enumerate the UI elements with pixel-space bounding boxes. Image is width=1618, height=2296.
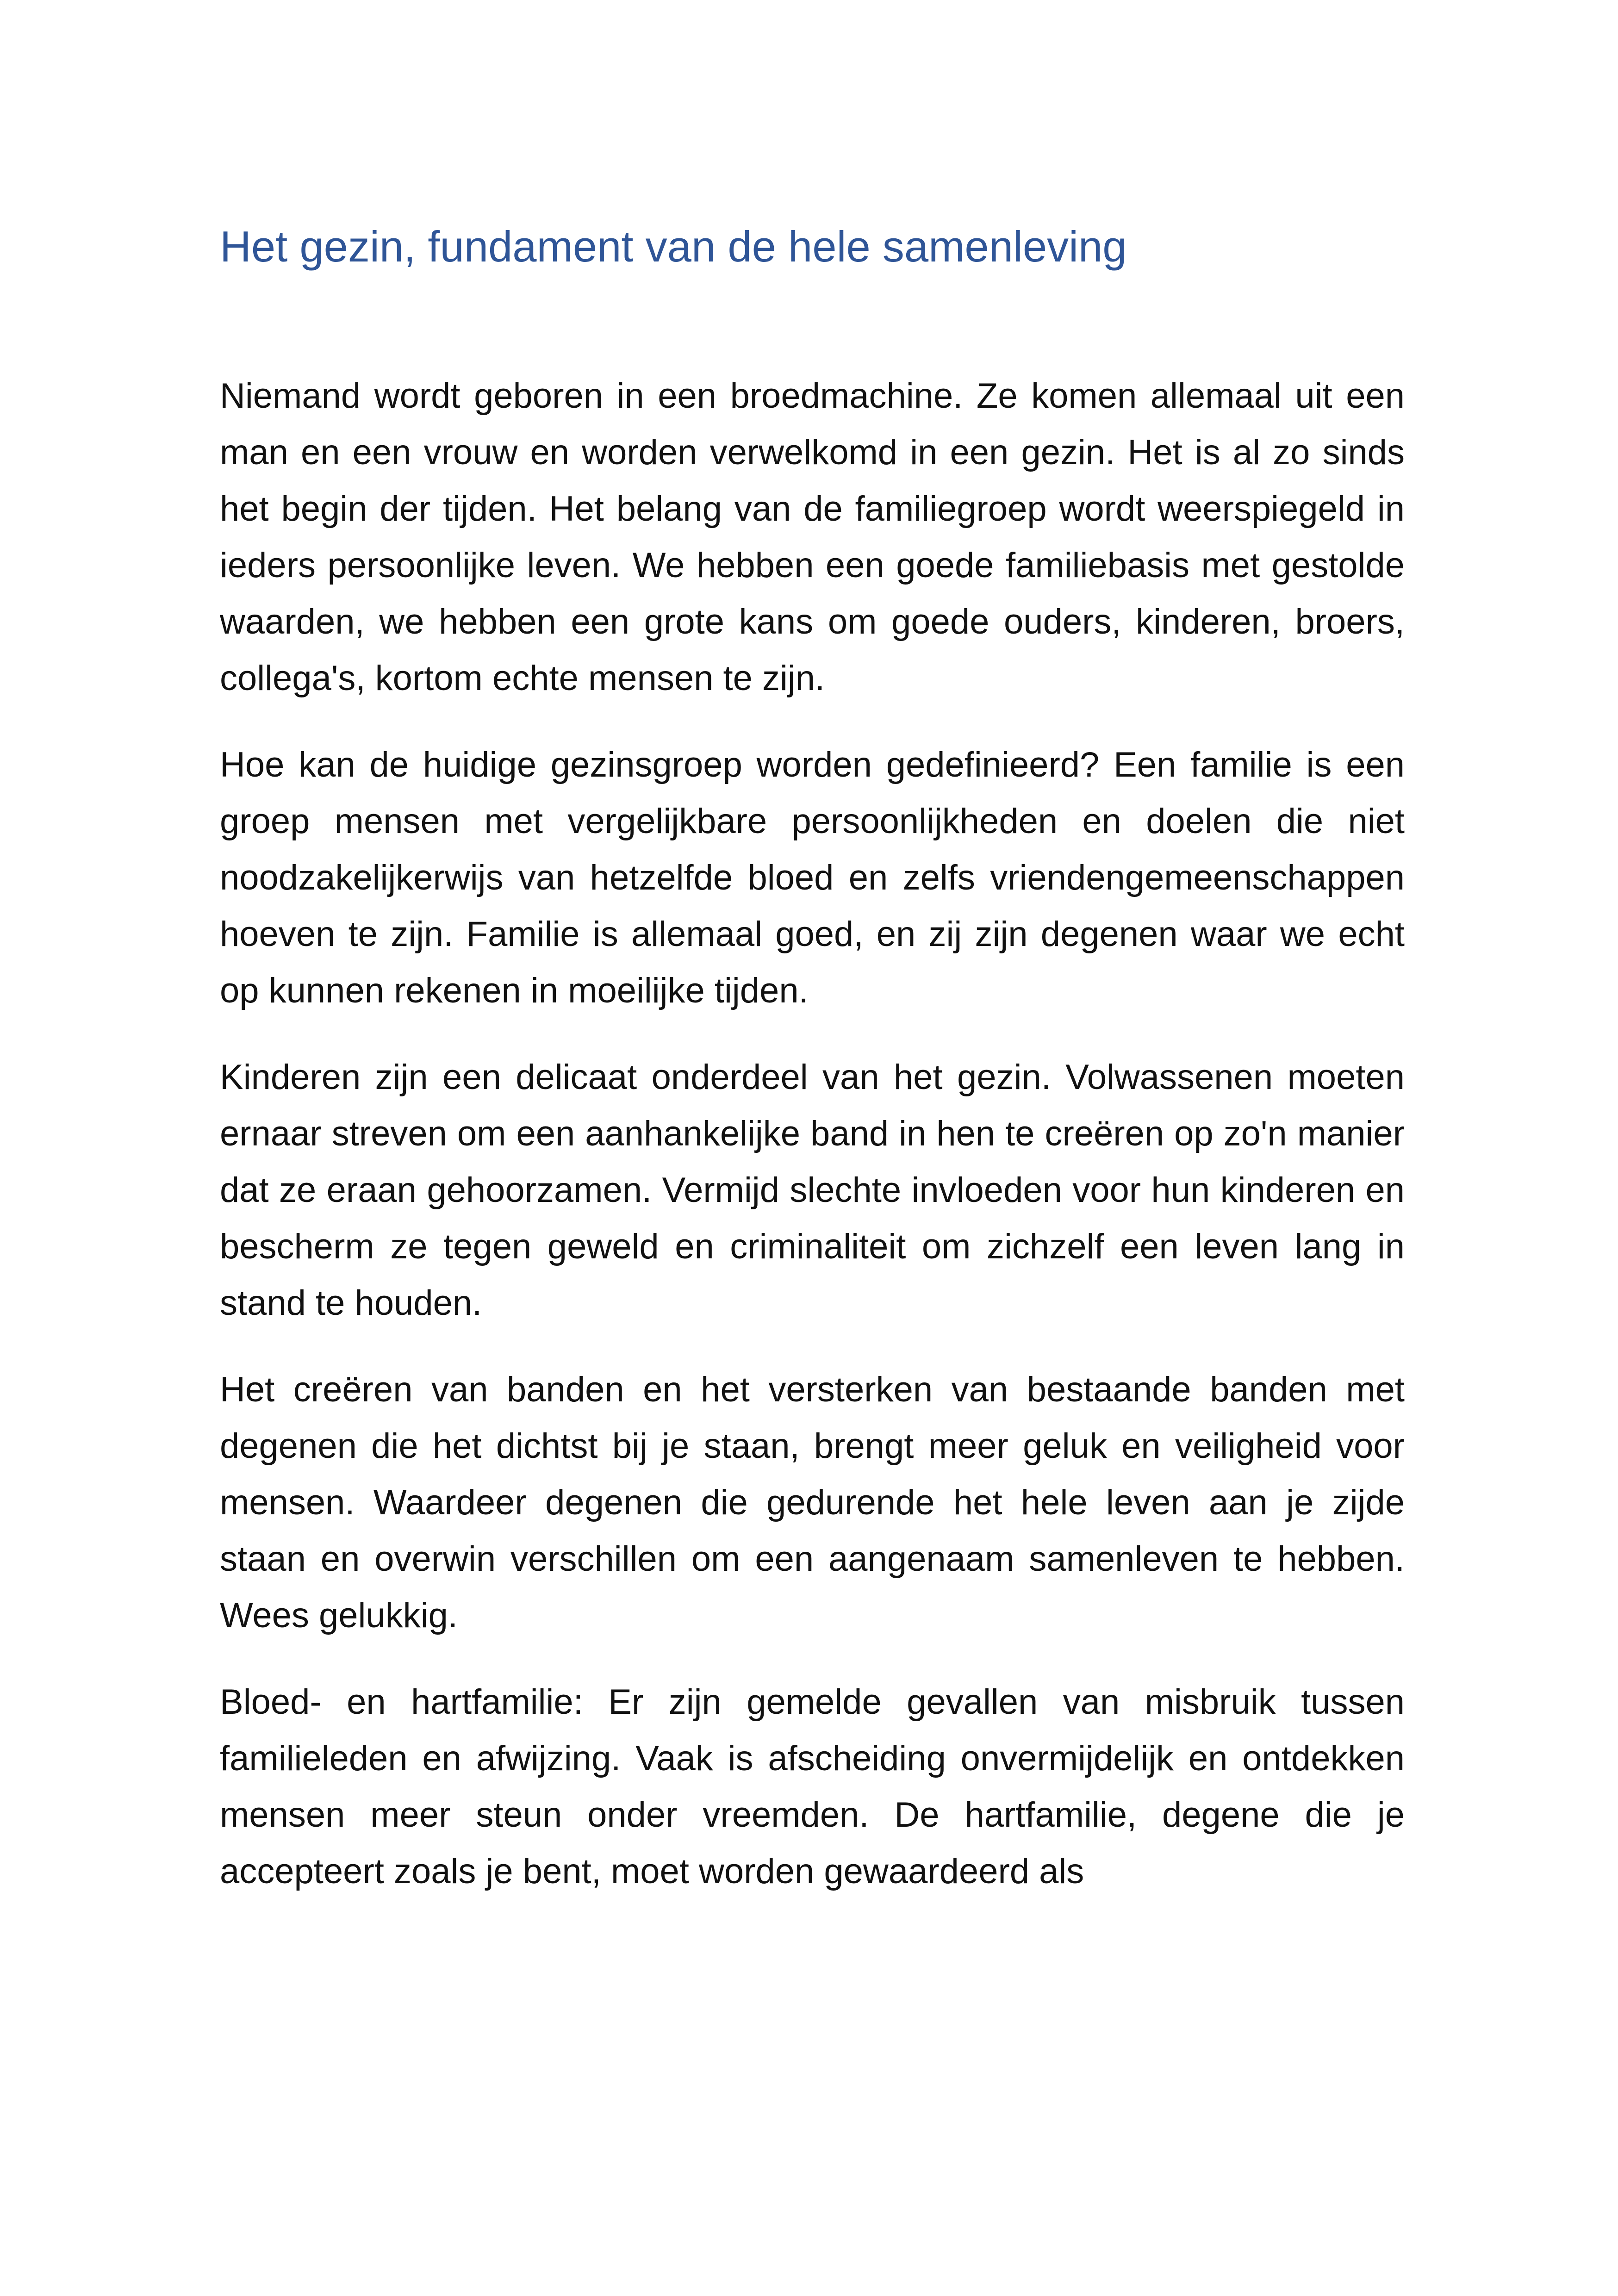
- document-title: Het gezin, fundament van de hele samenleving: [220, 222, 1127, 271]
- paragraph-5: Bloed- en hartfamilie: Er zijn gemelde gevallen van misbruik tussen familieleden en afwijzing. Vaak is afscheiding onvermijdelijk en ontdekken mensen meer steun onder vreemden. De hartfamilie, degene die je accepteert zoals je bent, moet worden gewaardeerd als: [220, 1682, 1405, 1891]
- paragraph-1: Niemand wordt geboren in een broedmachine. Ze komen allemaal uit een man en een vrouw en worden verwelkomd in een gezin. Het is al zo sinds het begin der tijden. Het belang van de familiegroep wordt weerspiegeld in ieders persoonlijke leven. We hebben een goede familiebasis met gestolde waarden, we hebben een grote kans om goede ouders, kinderen, broers, collega's, kortom echte mensen te zijn.: [220, 376, 1405, 698]
- paragraph-3: Kinderen zijn een delicaat onderdeel van het gezin. Volwassenen moeten ernaar streven om een aanhankelijke band in hen te creëren op zo'n manier dat ze eraan gehoorzamen. Vermijd slechte invloeden voor hun kinderen en bescherm ze tegen geweld en criminaliteit om zichzelf een leven lang in stand te houden.: [220, 1058, 1405, 1323]
- document-body: [220, 368, 1405, 1930]
- paragraph-4: Het creëren van banden en het versterken van bestaande banden met degenen die het dichtst bij je staan, brengt meer geluk en veiligheid voor mensen. Waardeer degenen die gedurende het hele leven aan je zijde staan en overwin verschillen om een aangenaam samenleven te hebben. Wees gelukkig.: [220, 1370, 1405, 1635]
- paragraph-2: Hoe kan de huidige gezinsgroep worden gedefinieerd? Een familie is een groep mensen met vergelijkbare persoonlijkheden en doelen die niet noodzakelijkerwijs van hetzelfde bloed en zelfs vriendengemeenschappen hoeven te zijn. Familie is allemaal goed, en zij zijn degenen waar we echt op kunnen rekenen in moeilijke tijden.: [220, 745, 1405, 1010]
